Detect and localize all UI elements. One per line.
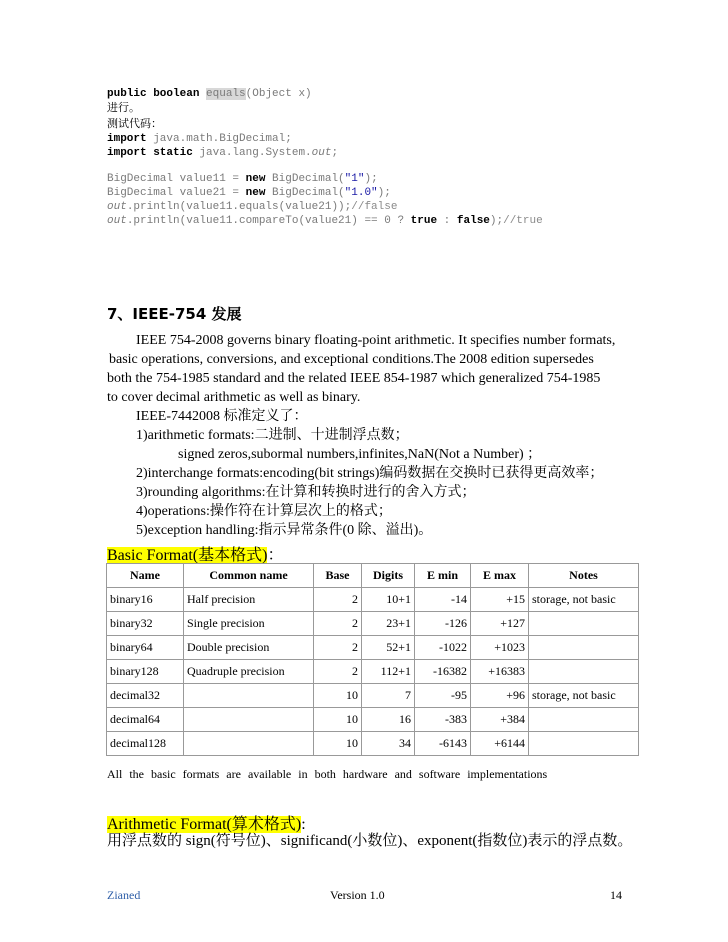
code-import-2 xyxy=(107,146,338,160)
code-value11 xyxy=(107,172,378,186)
table-cell: Single precision xyxy=(184,612,314,636)
table-cell: 16 xyxy=(362,708,415,732)
table-cell: 34 xyxy=(362,732,415,756)
code-text: BigDecimal( xyxy=(265,173,345,185)
code-value21 xyxy=(107,186,391,200)
column-header: E max xyxy=(471,564,529,588)
footer-author: Zianed xyxy=(107,888,141,902)
table-cell: 10 xyxy=(314,708,362,732)
table-cell: 2 xyxy=(314,588,362,612)
table-cell xyxy=(184,732,314,756)
code-keyword: true xyxy=(410,215,438,227)
table-row xyxy=(107,636,639,660)
code-comment: //true xyxy=(503,215,543,227)
table-cell xyxy=(529,612,639,636)
table-cell: 10 xyxy=(314,732,362,756)
table-cell: -126 xyxy=(415,612,471,636)
table-cell: -14 xyxy=(415,588,471,612)
code-text: (Object x) xyxy=(245,88,312,100)
table-cell: 10 xyxy=(314,684,362,708)
code-text: .println(value11.equals(value21)); xyxy=(126,201,352,213)
table-cell: +15 xyxy=(471,588,529,612)
column-header: Common name xyxy=(184,564,314,588)
table-cell xyxy=(184,708,314,732)
code-keyword: false xyxy=(456,215,490,227)
title-suffix: : xyxy=(301,816,306,833)
table-cell xyxy=(529,732,639,756)
code-keyword: import xyxy=(107,133,147,145)
code-text: .println(value11.compareTo(value21) == 0 ? xyxy=(126,215,411,227)
code-text: BigDecimal value21 = xyxy=(107,187,246,199)
table-cell xyxy=(529,636,639,660)
table-cell: +127 xyxy=(471,612,529,636)
table-cell xyxy=(184,684,314,708)
code-text: java.lang.System. xyxy=(192,147,312,159)
code-string: "1" xyxy=(344,173,365,185)
list-item: signed zeros,subormal numbers,infinites,NaN(Not a Number) ； xyxy=(178,447,542,462)
code-keyword: new xyxy=(245,187,266,199)
list-item: 3)rounding algorithms:在计算和转换时进行的舍入方式； xyxy=(136,485,476,500)
table-cell: -16382 xyxy=(415,660,471,684)
column-header: Base xyxy=(314,564,362,588)
table-cell: 2 xyxy=(314,612,362,636)
table-cell: -1022 xyxy=(415,636,471,660)
paragraph-line: both the 754-1985 standard and the related IEEE 854-1987 which generalized 754-1985 xyxy=(107,371,601,386)
table-cell: decimal32 xyxy=(107,684,184,708)
table-cell: -383 xyxy=(415,708,471,732)
table-cell: decimal64 xyxy=(107,708,184,732)
code-text: ); xyxy=(364,173,378,185)
table-row xyxy=(107,732,639,756)
table-row xyxy=(107,660,639,684)
section-heading: 7、IEEE-754 发展 xyxy=(107,305,242,323)
column-header: Notes xyxy=(529,564,639,588)
table-row xyxy=(107,708,639,732)
code-println-2 xyxy=(107,214,543,228)
code-comment: //false xyxy=(351,201,398,213)
list-item: 4)operations:操作符在计算层次上的格式； xyxy=(136,504,392,519)
code-println-1 xyxy=(107,200,397,214)
code-test-label: 测试代码： xyxy=(107,117,162,130)
code-text: BigDecimal value11 = xyxy=(107,173,246,185)
paragraph-line: to cover decimal arithmetic as well as binary. xyxy=(107,390,361,405)
table-cell: binary32 xyxy=(107,612,184,636)
list-item: 5)exception handling:指示异常条件(0 除、溢出)。 xyxy=(136,523,433,538)
table-cell: Half precision xyxy=(184,588,314,612)
table-header-row xyxy=(107,564,639,588)
table-cell xyxy=(529,660,639,684)
table-cell: binary128 xyxy=(107,660,184,684)
paragraph-line: basic operations, conversions, and exceptional conditions.The 2008 edition supersedes xyxy=(109,352,594,367)
code-static-field: out xyxy=(107,201,127,213)
arith-format-desc: 用浮点数的 sign(符号位)、significand(小数位)、exponent(指数位)表示的浮点数。 xyxy=(107,833,633,849)
code-keyword: new xyxy=(245,173,266,185)
column-header: Name xyxy=(107,564,184,588)
arith-format-title xyxy=(107,811,306,834)
footer-version: Version 1.0 xyxy=(330,888,385,902)
table-cell: 23+1 xyxy=(362,612,415,636)
table-cell: Quadruple precision xyxy=(184,660,314,684)
table-cell: 10+1 xyxy=(362,588,415,612)
code-text: : xyxy=(437,215,457,227)
column-header: Digits xyxy=(362,564,415,588)
highlighted-title: Arithmetic Format(算术格式) xyxy=(107,816,302,833)
table-cell: storage, not basic xyxy=(529,684,639,708)
table-cell: +16383 xyxy=(471,660,529,684)
basic-format-table xyxy=(106,563,639,756)
footer-page-number: 14 xyxy=(610,888,622,902)
standard-intro: IEEE-7442008 标准定义了： xyxy=(136,409,308,424)
list-item: 2)interchange formats:encoding(bit strings)编码数据在交换时已获得更高效率； xyxy=(136,466,604,481)
table-cell: +6144 xyxy=(471,732,529,756)
table-cell: Double precision xyxy=(184,636,314,660)
table-cell: -6143 xyxy=(415,732,471,756)
table-cell: +96 xyxy=(471,684,529,708)
table-cell: storage, not basic xyxy=(529,588,639,612)
code-method-highlight: equals xyxy=(206,88,246,100)
code-text: BigDecimal( xyxy=(265,187,345,199)
code-static-field: out xyxy=(311,147,332,159)
table-cell: +1023 xyxy=(471,636,529,660)
basic-format-title xyxy=(107,542,283,565)
table-row xyxy=(107,684,639,708)
code-text: ); xyxy=(489,215,504,227)
table-cell: 2 xyxy=(314,660,362,684)
column-header: E min xyxy=(415,564,471,588)
code-comment-line: 进行。 xyxy=(107,101,140,114)
code-text: ); xyxy=(377,187,391,199)
table-cell: decimal128 xyxy=(107,732,184,756)
code-signature xyxy=(107,87,312,101)
title-suffix: ： xyxy=(267,547,284,564)
code-text: ; xyxy=(331,147,339,159)
code-keyword: import static xyxy=(107,147,193,159)
table-cell: 7 xyxy=(362,684,415,708)
code-keyword: public boolean xyxy=(107,88,200,100)
code-string: "1.0" xyxy=(344,187,378,199)
table-cell: 2 xyxy=(314,636,362,660)
table-cell: 112+1 xyxy=(362,660,415,684)
code-text: java.math.BigDecimal; xyxy=(146,133,292,145)
table-row xyxy=(107,612,639,636)
table-note: All the basic formats are available in both hardware and software implementations xyxy=(107,767,548,781)
table-cell: binary16 xyxy=(107,588,184,612)
highlighted-title: Basic Format(基本格式) xyxy=(107,547,268,564)
table-cell: +384 xyxy=(471,708,529,732)
table-cell: binary64 xyxy=(107,636,184,660)
table-cell: -95 xyxy=(415,684,471,708)
code-static-field: out xyxy=(107,215,127,227)
code-import-1 xyxy=(107,132,292,146)
list-item: 1)arithmetic formats:二进制、十进制浮点数； xyxy=(136,428,409,443)
table-cell: 52+1 xyxy=(362,636,415,660)
table-cell xyxy=(529,708,639,732)
paragraph-line: IEEE 754-2008 governs binary floating-point arithmetic. It specifies number formats, xyxy=(136,333,616,348)
table-row xyxy=(107,588,639,612)
